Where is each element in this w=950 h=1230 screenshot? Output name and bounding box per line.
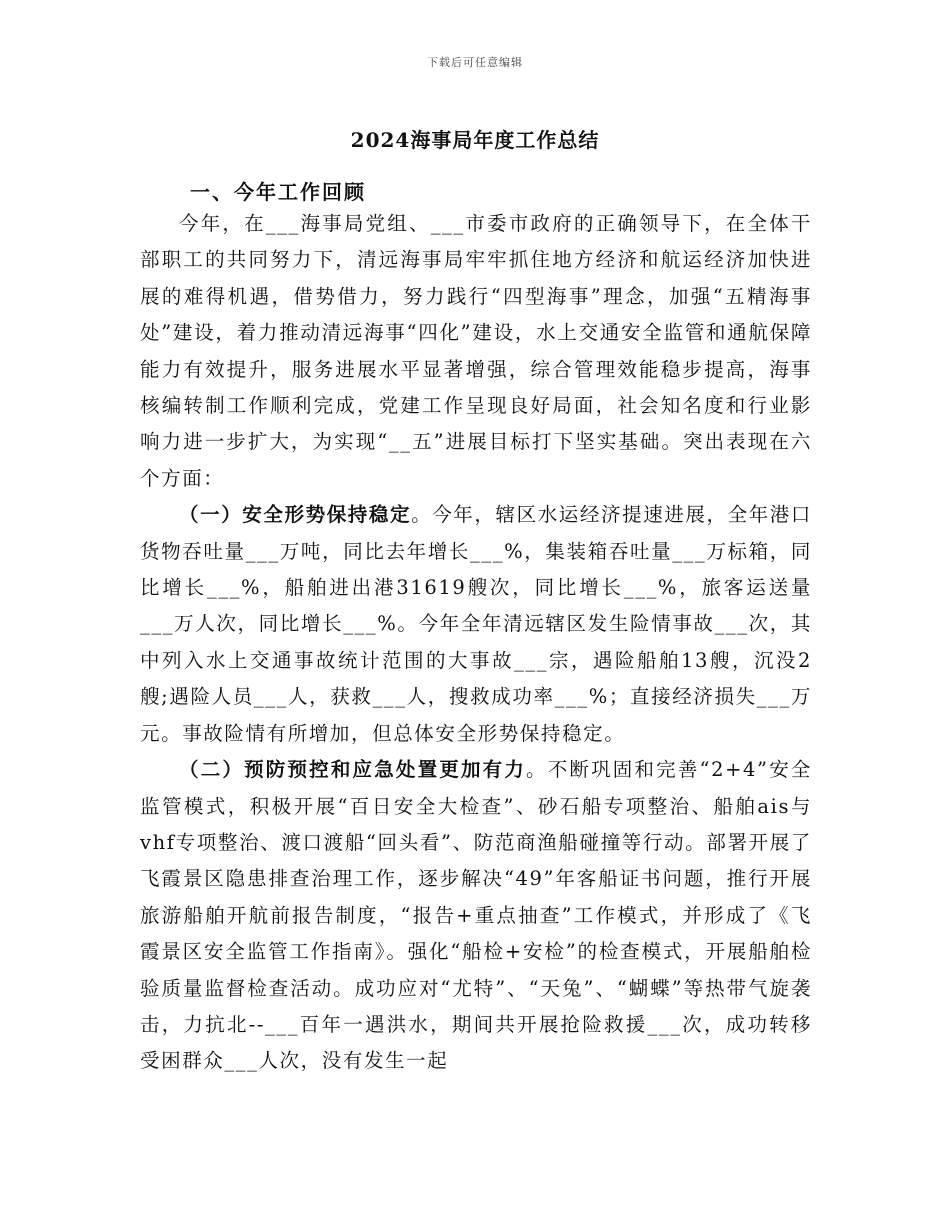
item-2-text: 。不断巩固和完善“2+4”安全监管模式，积极开展“百日安全大检查”、砂石船专项整治、船舶ais与vhf专项整治、渡口渡船“回头看”、防范商渔船碰撞等行动。部署开展了飞霞景区隐患排查治理工作，逐步解决“49”年客船证书问题，推行开展旅游船舶开航前报告制度，“报告+重点抽查”工作模式，并形成了《飞霞景区安全监管工作指南》。强化“船检+安检”的检查模式，开展船舶检验质量监督检查活动。成功应对“尤特”、“天兔”、“蝴蝶”等热带气旋袭击，力抗北--___百年一遇洪水，期间共开展抢险救援___次，成功转移受困群众___人次，没有发生一起 [140,758,812,1073]
section-heading: 一、今年工作回顾 [190,180,366,204]
item-1-paragraph [140,497,812,752]
document-title: 2024海事局年度工作总结 [350,128,600,152]
intro-paragraph: 今年，在___海事局党组、___市委市政府的正确领导下，在全体干部职工的共同努力下，清远海事局牢牢抓住地方经济和航运经济加快进展的难得机遇，借势借力，努力践行“四型海事”理念，加强“五精海事处”建设，着力推动清远海事“四化”建设，水上交通安全监管和通航保障能力有效提升，服务进展水平显著增强，综合管理效能稳步提高，海事核编转制工作顺利完成，党建工作呈现良好局面，社会知名度和行业影响力进一步扩大，为实现“__五”进展目标打下坚实基础。突出表现在六个方面： [140,212,812,490]
document-body [140,206,812,1080]
item-1-text: 。今年，辖区水运经济提速进展，全年港口货物吞吐量___万吨，同比去年增长___%，集装箱吞吐量___万标箱，同比增长___%，船舶进出港31619艘次，同比增长___%，旅客运送量___万人次，同比增长___%。今年全年清远辖区发生险情事故___次，其中列入水上交通事故统计范围的大事故___宗，遇险船舶13艘，沉没2艘;遇险人员___人，获救___人，搜救成功率___%；直接经济损失___万元。事故险情有所增加，但总体安全形势保持稳定。 [140,503,813,745]
item-2-heading: （二）预防预控和应急处置更加有力 [179,758,527,782]
item-2-paragraph [140,752,812,1080]
header-note: 下载后可任意编辑 [427,56,523,69]
item-1-heading: （一）安全形势保持稳定 [179,503,412,527]
